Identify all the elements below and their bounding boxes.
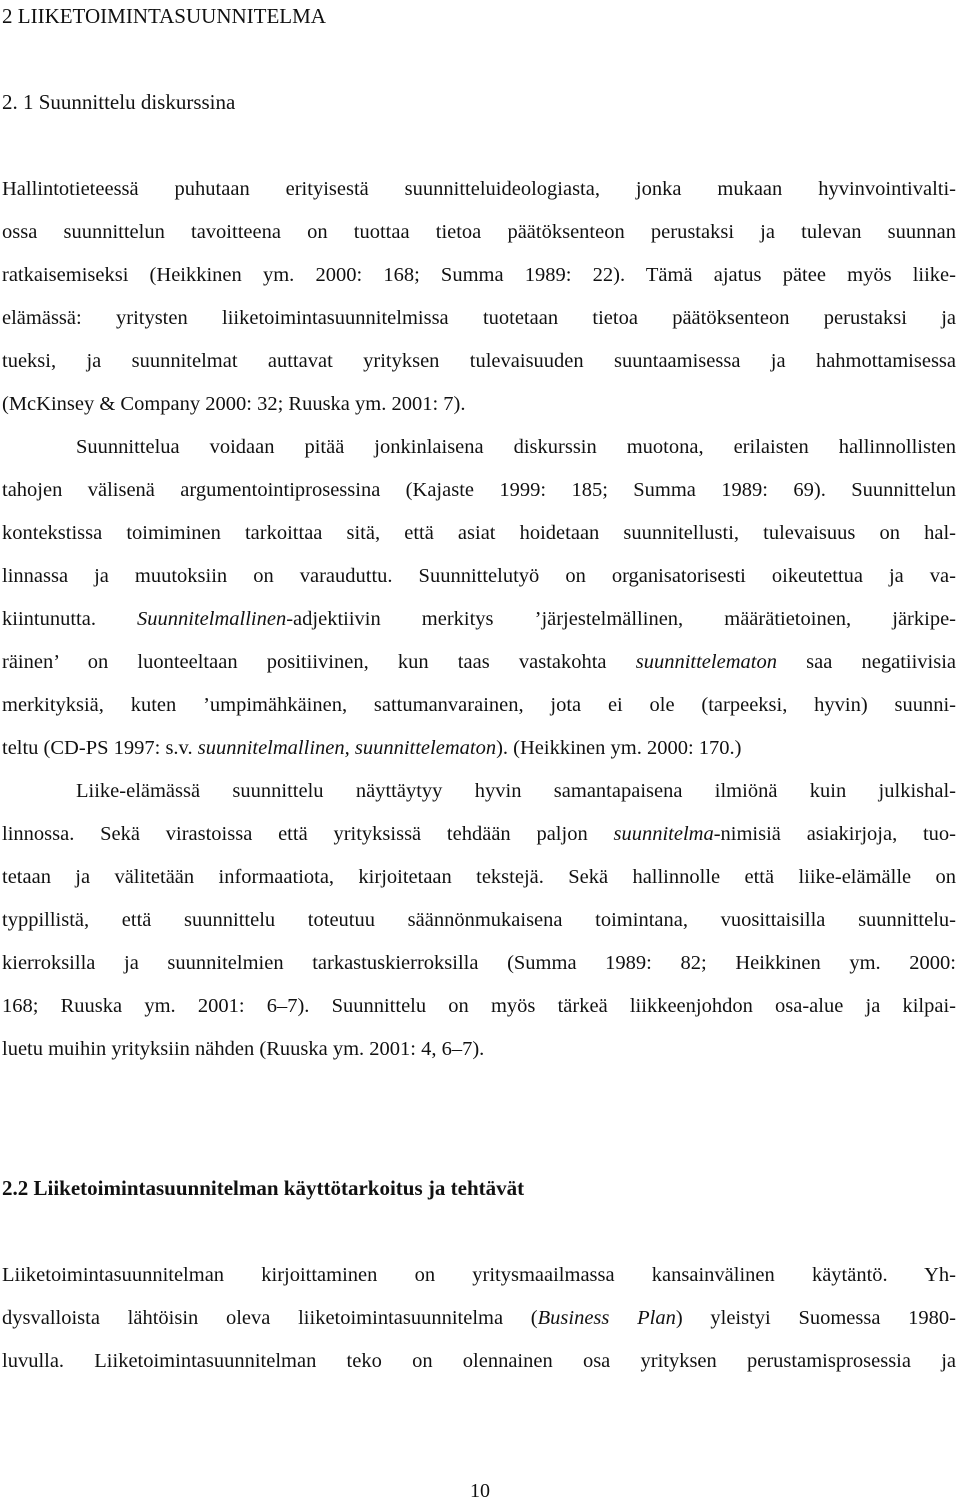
text-line: Hallintotieteessä puhutaan erityisestä suunnitteluideologiasta, jonka mukaan hyvinvointivalti- — [2, 178, 956, 200]
text-line: kontekstissa toimiminen tarkoittaa sitä, että asiat hoidetaan suunnitellusti, tulevaisuus on hal- — [2, 522, 956, 544]
text-line: teltu (CD-PS 1997: s.v. suunnitelmallinen, suunnittelematon). (Heikkinen ym. 2000: 170.) — [2, 737, 742, 759]
text-line: luetu muihin yrityksiin nähden (Ruuska ym. 2001: 4, 6–7). — [2, 1038, 485, 1060]
text-line: kierroksilla ja suunnitelmien tarkastuskierroksilla (Summa 1989: 82; Heikkinen ym. 2000: — [2, 952, 956, 974]
text-line: kiintunutta. Suunnitelmallinen-adjektiivin merkitys ’järjestelmällinen, määrätietoinen, järkipe- — [2, 608, 956, 630]
text-line: luvulla. Liiketoimintasuunnitelman teko on olennainen osa yrityksen perustamisprosessia ja — [2, 1350, 956, 1372]
text-line: 168; Ruuska ym. 2001: 6–7). Suunnittelu on myös tärkeä liikkeenjohdon osa-alue ja kilpai- — [2, 995, 956, 1017]
text-line: linnossa. Sekä virastoissa että yrityksissä tehdään paljon suunnitelma-nimisiä asiakirjoja, tuo- — [2, 823, 957, 845]
text-line: Liiketoimintasuunnitelman kirjoittaminen on yritysmaailmassa kansainvälinen käytäntö. Yh- — [2, 1264, 956, 1286]
text-line: Suunnittelua voidaan pitää jonkinlaisena diskurssin muotona, erilaisten hallinnollisten — [76, 436, 956, 458]
page-number: 10 — [470, 1480, 490, 1502]
text-line: typpillistä, että suunnittelu toteutuu säännönmukaisena toimintana, vuosittaisilla suunnittelu- — [2, 909, 956, 931]
text-line: ratkaisemiseksi (Heikkinen ym. 2000: 168; Summa 1989: 22). Tämä ajatus pätee myös liike- — [2, 264, 956, 286]
text-line: tahojen välisenä argumentointiprosessina (Kajaste 1999: 185; Summa 1989: 69). Suunnittelun — [2, 479, 956, 501]
text-line: linnassa ja muutoksiin on varauduttu. Suunnittelutyö on organisatorisesti oikeutettua ja va- — [2, 565, 956, 587]
section-heading: 2. 1 Suunnittelu diskurssina — [2, 90, 236, 114]
text-line: merkityksiä, kuten ’umpimähkäinen, sattumanvarainen, jota ei ole (tarpeeksi, hyvin) suunni- — [2, 694, 956, 716]
section-heading: 2.2 Liiketoimintasuunnitelman käyttötarkoitus ja tehtävät — [2, 1176, 525, 1200]
text-line: elämässä: yritysten liiketoimintasuunnitelmissa tuotetaan tietoa päätöksenteon perustaksi ja — [2, 307, 956, 329]
text-line: tetaan ja välitetään informaatiota, kirjoitetaan tekstejä. Sekä hallinnolle että liike-elämälle on — [2, 866, 956, 888]
chapter-heading: 2 LIIKETOIMINTASUUNNITELMA — [2, 4, 326, 28]
text-line: räinen’ on luonteeltaan positiivinen, kun taas vastakohta suunnittelematon saa negatiivisia — [2, 651, 957, 673]
text-line: ossa suunnittelun tavoitteena on tuottaa tietoa päätöksenteon perustaksi ja tulevan suunnan — [2, 221, 956, 243]
text-line: Liike-elämässä suunnittelu näyttäytyy hyvin samantapaisena ilmiönä kuin julkishal- — [76, 780, 956, 802]
text-line: (McKinsey & Company 2000: 32; Ruuska ym. 2001: 7). — [2, 393, 466, 415]
text-line: tueksi, ja suunnitelmat auttavat yrityksen tulevaisuuden suuntaamisessa ja hahmottamisessa — [2, 350, 956, 372]
text-line: dysvalloista lähtöisin oleva liiketoimintasuunnitelma (Business Plan) yleistyi Suomessa 1980- — [2, 1307, 957, 1329]
